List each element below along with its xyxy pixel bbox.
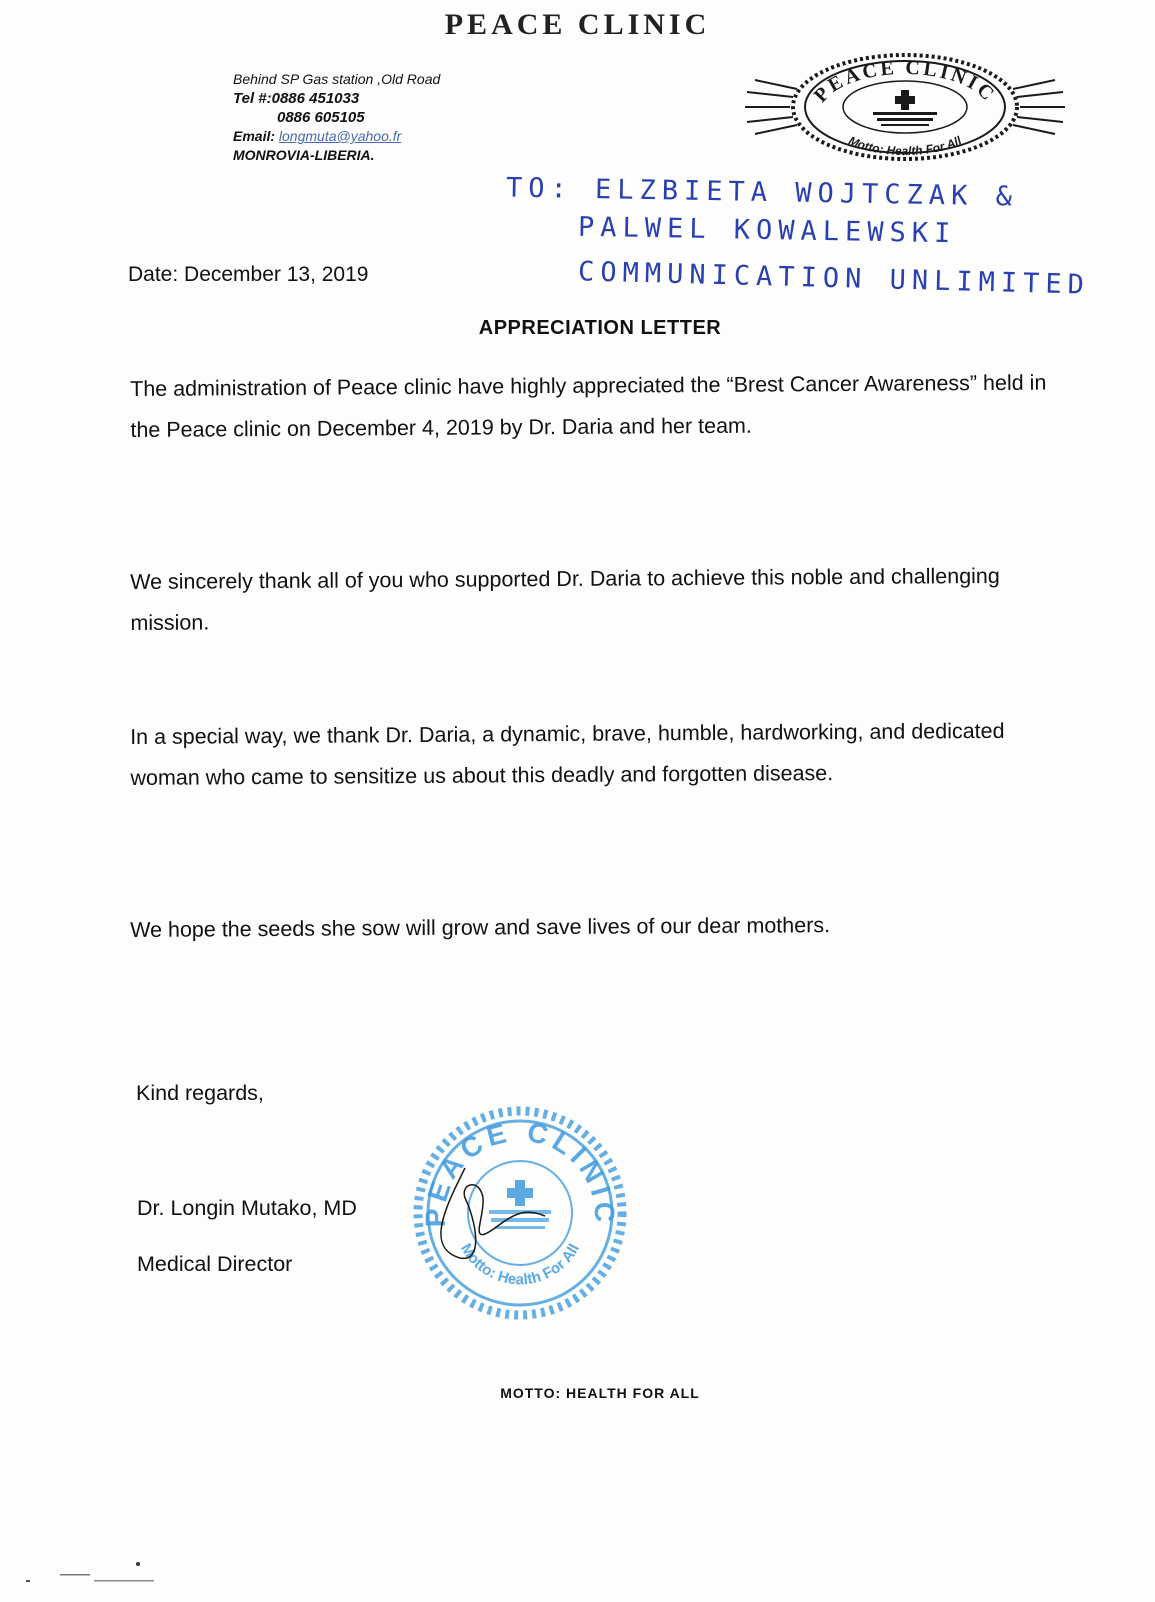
city-line: MONROVIA-LIBERIA. <box>233 147 375 163</box>
paragraph-4: We hope the seeds she sow will grow and save lives of our dear mothers. <box>130 913 831 942</box>
handwritten-recipient-line-1: TO: ELZBIETA WOJTCZAK & <box>505 172 1019 213</box>
tel-line: Tel #:0886 451033 <box>233 90 360 107</box>
blue-stamp <box>405 1098 635 1328</box>
tel-line-2: 0886 605105 <box>277 109 365 126</box>
closing: Kind regards, <box>136 1081 264 1105</box>
letter-date: Date: December 13, 2019 <box>128 263 369 286</box>
blue-cross-icon <box>507 1180 533 1206</box>
scan-specks <box>20 1560 240 1590</box>
header-stamp-motto: Motto: Health For All <box>846 133 964 159</box>
paragraph-1: The administration of Peace clinic have highly appreciated the “Brest Cancer Awareness” held in the Peace clinic on December 4, 2019 by Dr. Daria and her team. <box>130 370 1047 442</box>
header-stamp <box>735 52 1075 162</box>
paragraph-2: We sincerely thank all of you who supported Dr. Daria to achieve this noble and challenging mission. <box>130 563 1000 635</box>
handwritten-recipient-line-3: COMMUNICATION UNLIMITED <box>577 256 1091 301</box>
email-label: Email: <box>233 128 276 144</box>
signatory-name: Dr. Longin Mutako, MD <box>137 1196 357 1220</box>
signatory-title: Medical Director <box>137 1252 293 1276</box>
header-stamp-ring-text: PEACE CLINIC <box>809 56 1001 107</box>
blue-stamp-motto: Motto: Health For All <box>457 1240 583 1289</box>
footer-motto: MOTTO: HEALTH FOR ALL <box>500 1385 700 1401</box>
cross-icon <box>895 90 915 110</box>
clinic-name: PEACE CLINIC <box>444 8 711 41</box>
handwritten-recipient-line-2: PALWEL KOWALEWSKI <box>577 211 957 250</box>
email-link[interactable]: longmuta@yahoo.fr <box>278 128 402 144</box>
address-line: Behind SP Gas station ,Old Road <box>233 71 441 87</box>
letter-heading: APPRECIATION LETTER <box>478 317 722 339</box>
paragraph-3: In a special way, we thank Dr. Daria, a dynamic, brave, humble, hardworking, and dedicated woman who came to sensitize us about this deadly and forgotten disease. <box>130 718 1005 790</box>
blue-stamp-ring-text: PEACE CLINIC <box>419 1115 621 1228</box>
contact-block <box>233 70 440 165</box>
email-line <box>233 127 440 146</box>
